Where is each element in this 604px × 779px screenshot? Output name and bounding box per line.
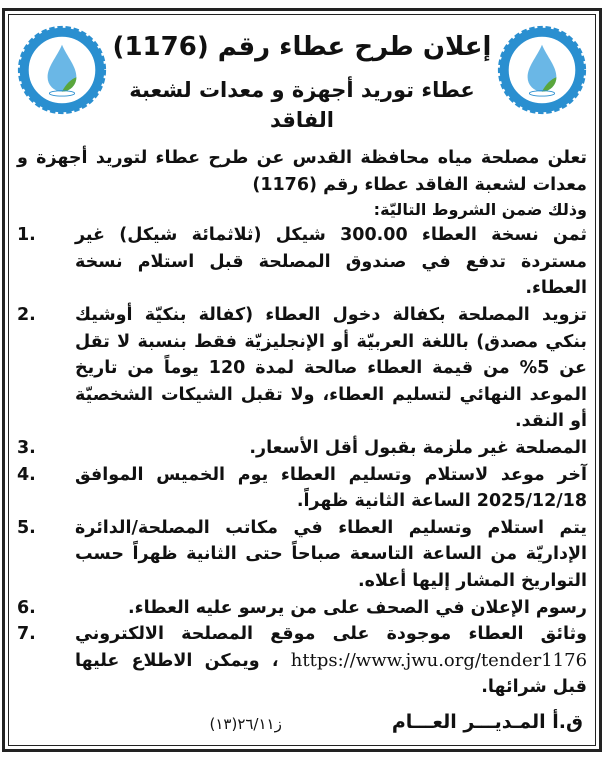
list-item <box>17 621 587 701</box>
signer-title: ق.أ المـديـــر العـــام <box>391 710 583 733</box>
item-text: تزويد المصلحة بكفالة دخول العطاء (كفالة بنكيّة أوشيك بنكي مصدق) باللغة العربيّة أو الإنجليزيّة فقط بنسبة لا تقل عن 5% من قيمة العطاء صالحة لمدة 120 يوماً من تاريخ الموعد النهائي لتسليم العطاء، ولا تقبل الشيكات الشخصيّة أو النقد. <box>75 304 587 432</box>
item-number: 5. <box>17 517 36 538</box>
ad-reference-code: ز۲٦/۱۱(۱۳) <box>209 714 282 733</box>
list-item <box>17 595 587 622</box>
item-text: ثمن نسخة العطاء 300.00 شيكل (ثلاثمائة شيكل) غير مستردة تدفع في صندوق المصلحة قبل استلام نسخة العطاء. <box>75 225 587 299</box>
item-text-before: وثائق العطاء موجودة على موقع المصلحة الالكتروني <box>75 624 587 645</box>
item-number: 4. <box>17 464 36 485</box>
tender-url-link[interactable]: https://www.jwu.org/tender1176 <box>290 649 588 671</box>
item-text-after: ، ويمكن الاطلاع عليها قبل شرائها. <box>75 650 587 698</box>
item-number: 1. <box>17 225 36 246</box>
header <box>17 25 587 135</box>
item-text: رسوم الإعلان في الصحف على من يرسو عليه العطاء. <box>128 597 587 618</box>
jwu-logo-right <box>497 25 587 115</box>
list-item <box>17 302 587 435</box>
intro-text: تعلن مصلحة مياه محافظة القدس عن طرح عطاء لتوريد أجهزة و معدات لشعبة الفاقد عطاء رقم (1176) <box>17 148 587 195</box>
list-item <box>17 435 587 462</box>
item-text: آخر موعد لاستلام وتسليم العطاء يوم الخميس الموافق 2025/12/18 الساعة الثانية ظهراً. <box>75 464 587 512</box>
titles <box>107 25 497 135</box>
conditions-list <box>17 222 587 701</box>
announcement-body <box>17 145 587 701</box>
intro <box>17 145 587 222</box>
list-item <box>17 462 587 515</box>
item-number: 7. <box>17 624 36 645</box>
jwu-logo-left <box>17 25 107 115</box>
item-text: يتم استلام وتسليم العطاء في مكاتب المصلحة/الدائرة الإداريّة من الساعة التاسعة صباحاً حتى الثانية ظهراً حسب التواريخ المشار إليها أعلاه. <box>75 517 587 591</box>
item-text <box>51 621 587 701</box>
list-item <box>17 515 587 595</box>
outer-border <box>2 8 602 752</box>
signature-block <box>17 709 587 735</box>
inner-border <box>8 14 596 746</box>
item-number: 3. <box>17 437 36 458</box>
announcement-title: إعلان طرح عطاء رقم (1176) <box>112 32 492 62</box>
item-text: المصلحة غير ملزمة بقبول أقل الأسعار. <box>249 437 587 458</box>
list-item <box>17 222 587 302</box>
item-number: 6. <box>17 597 36 618</box>
item-number: 2. <box>17 304 36 325</box>
announcement-subtitle: عطاء توريد أجهزة و معدات لشعبة الفاقد <box>129 78 475 132</box>
conditions-lead: وذلك ضمن الشروط التاليّة: <box>373 200 587 220</box>
